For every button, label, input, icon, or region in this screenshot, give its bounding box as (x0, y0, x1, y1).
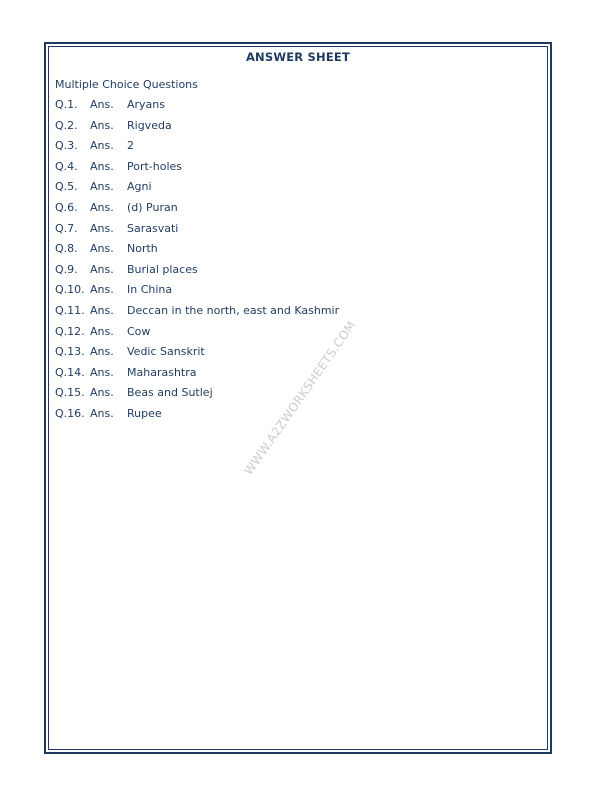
answer-label: Ans. (90, 345, 114, 359)
answer-row (55, 365, 535, 386)
answer-text: Rigveda (127, 118, 172, 132)
answer-label: Ans. (90, 118, 114, 132)
answer-row (55, 282, 535, 303)
question-number: Q.4. (55, 159, 78, 173)
answer-label: Ans. (90, 180, 114, 194)
question-number: Q.15. (55, 386, 85, 400)
answer-row (55, 344, 535, 365)
answer-text: Beas and Sutlej (127, 386, 213, 400)
question-number: Q.3. (55, 139, 78, 153)
answer-text: Aryans (127, 98, 166, 111)
answer-label: Ans. (90, 365, 114, 379)
question-number: Q.8. (55, 242, 78, 256)
answer-text: Agni (127, 180, 152, 194)
question-number: Q.10. (55, 283, 85, 297)
answer-label: Ans. (90, 98, 114, 111)
answer-row (55, 118, 535, 139)
page-title: ANSWER SHEET (245, 50, 351, 64)
question-number: Q.7. (55, 221, 78, 235)
answer-label: Ans. (90, 139, 114, 153)
answer-row (55, 324, 535, 345)
answer-label: Ans. (90, 303, 114, 317)
answer-text: (d) Puran (127, 200, 178, 214)
answer-text: Cow (127, 324, 151, 338)
answer-text: Deccan in the north, east and Kashmir (127, 303, 340, 317)
answer-text: Vedic Sanskrit (127, 345, 205, 359)
answer-text: Port-holes (127, 159, 183, 173)
answer-text: In China (127, 283, 173, 297)
answer-label: Ans. (90, 406, 114, 420)
answer-row (55, 221, 535, 242)
question-number: Q.11. (55, 303, 85, 317)
answer-row (55, 179, 535, 200)
answer-row (55, 303, 535, 324)
question-number: Q.12. (55, 324, 85, 338)
answer-text: North (127, 242, 158, 256)
answer-label: Ans. (90, 283, 114, 297)
answer-label: Ans. (90, 324, 114, 338)
question-number: Q.16. (55, 406, 85, 420)
question-number: Q.14. (55, 365, 85, 379)
answer-list (55, 97, 535, 427)
answer-row (55, 159, 535, 180)
question-number: Q.13. (55, 345, 85, 359)
answer-row (55, 241, 535, 262)
question-number: Q.5. (55, 180, 78, 194)
answer-text: Sarasvati (127, 221, 179, 235)
answer-row (55, 97, 535, 118)
answer-label: Ans. (90, 262, 114, 276)
answer-text: 2 (127, 139, 134, 153)
answer-row (55, 138, 535, 159)
answer-label: Ans. (90, 242, 114, 256)
section-heading: Multiple Choice Questions (55, 78, 198, 91)
watermark-text: WWW.A2ZWORKSHEETS.COM (241, 318, 359, 478)
question-number: Q.2. (55, 118, 78, 132)
answer-text: Burial places (127, 262, 198, 276)
answer-label: Ans. (90, 386, 114, 400)
answer-label: Ans. (90, 159, 114, 173)
answer-sheet-content (55, 77, 535, 427)
answer-row (55, 200, 535, 221)
question-number: Q.9. (55, 262, 78, 276)
question-number: Q.1. (55, 98, 78, 111)
answer-label: Ans. (90, 221, 114, 235)
question-number: Q.6. (55, 200, 78, 214)
answer-row (55, 262, 535, 283)
answer-label: Ans. (90, 200, 114, 214)
answer-text: Rupee (127, 406, 162, 420)
answer-text: Maharashtra (127, 365, 197, 379)
